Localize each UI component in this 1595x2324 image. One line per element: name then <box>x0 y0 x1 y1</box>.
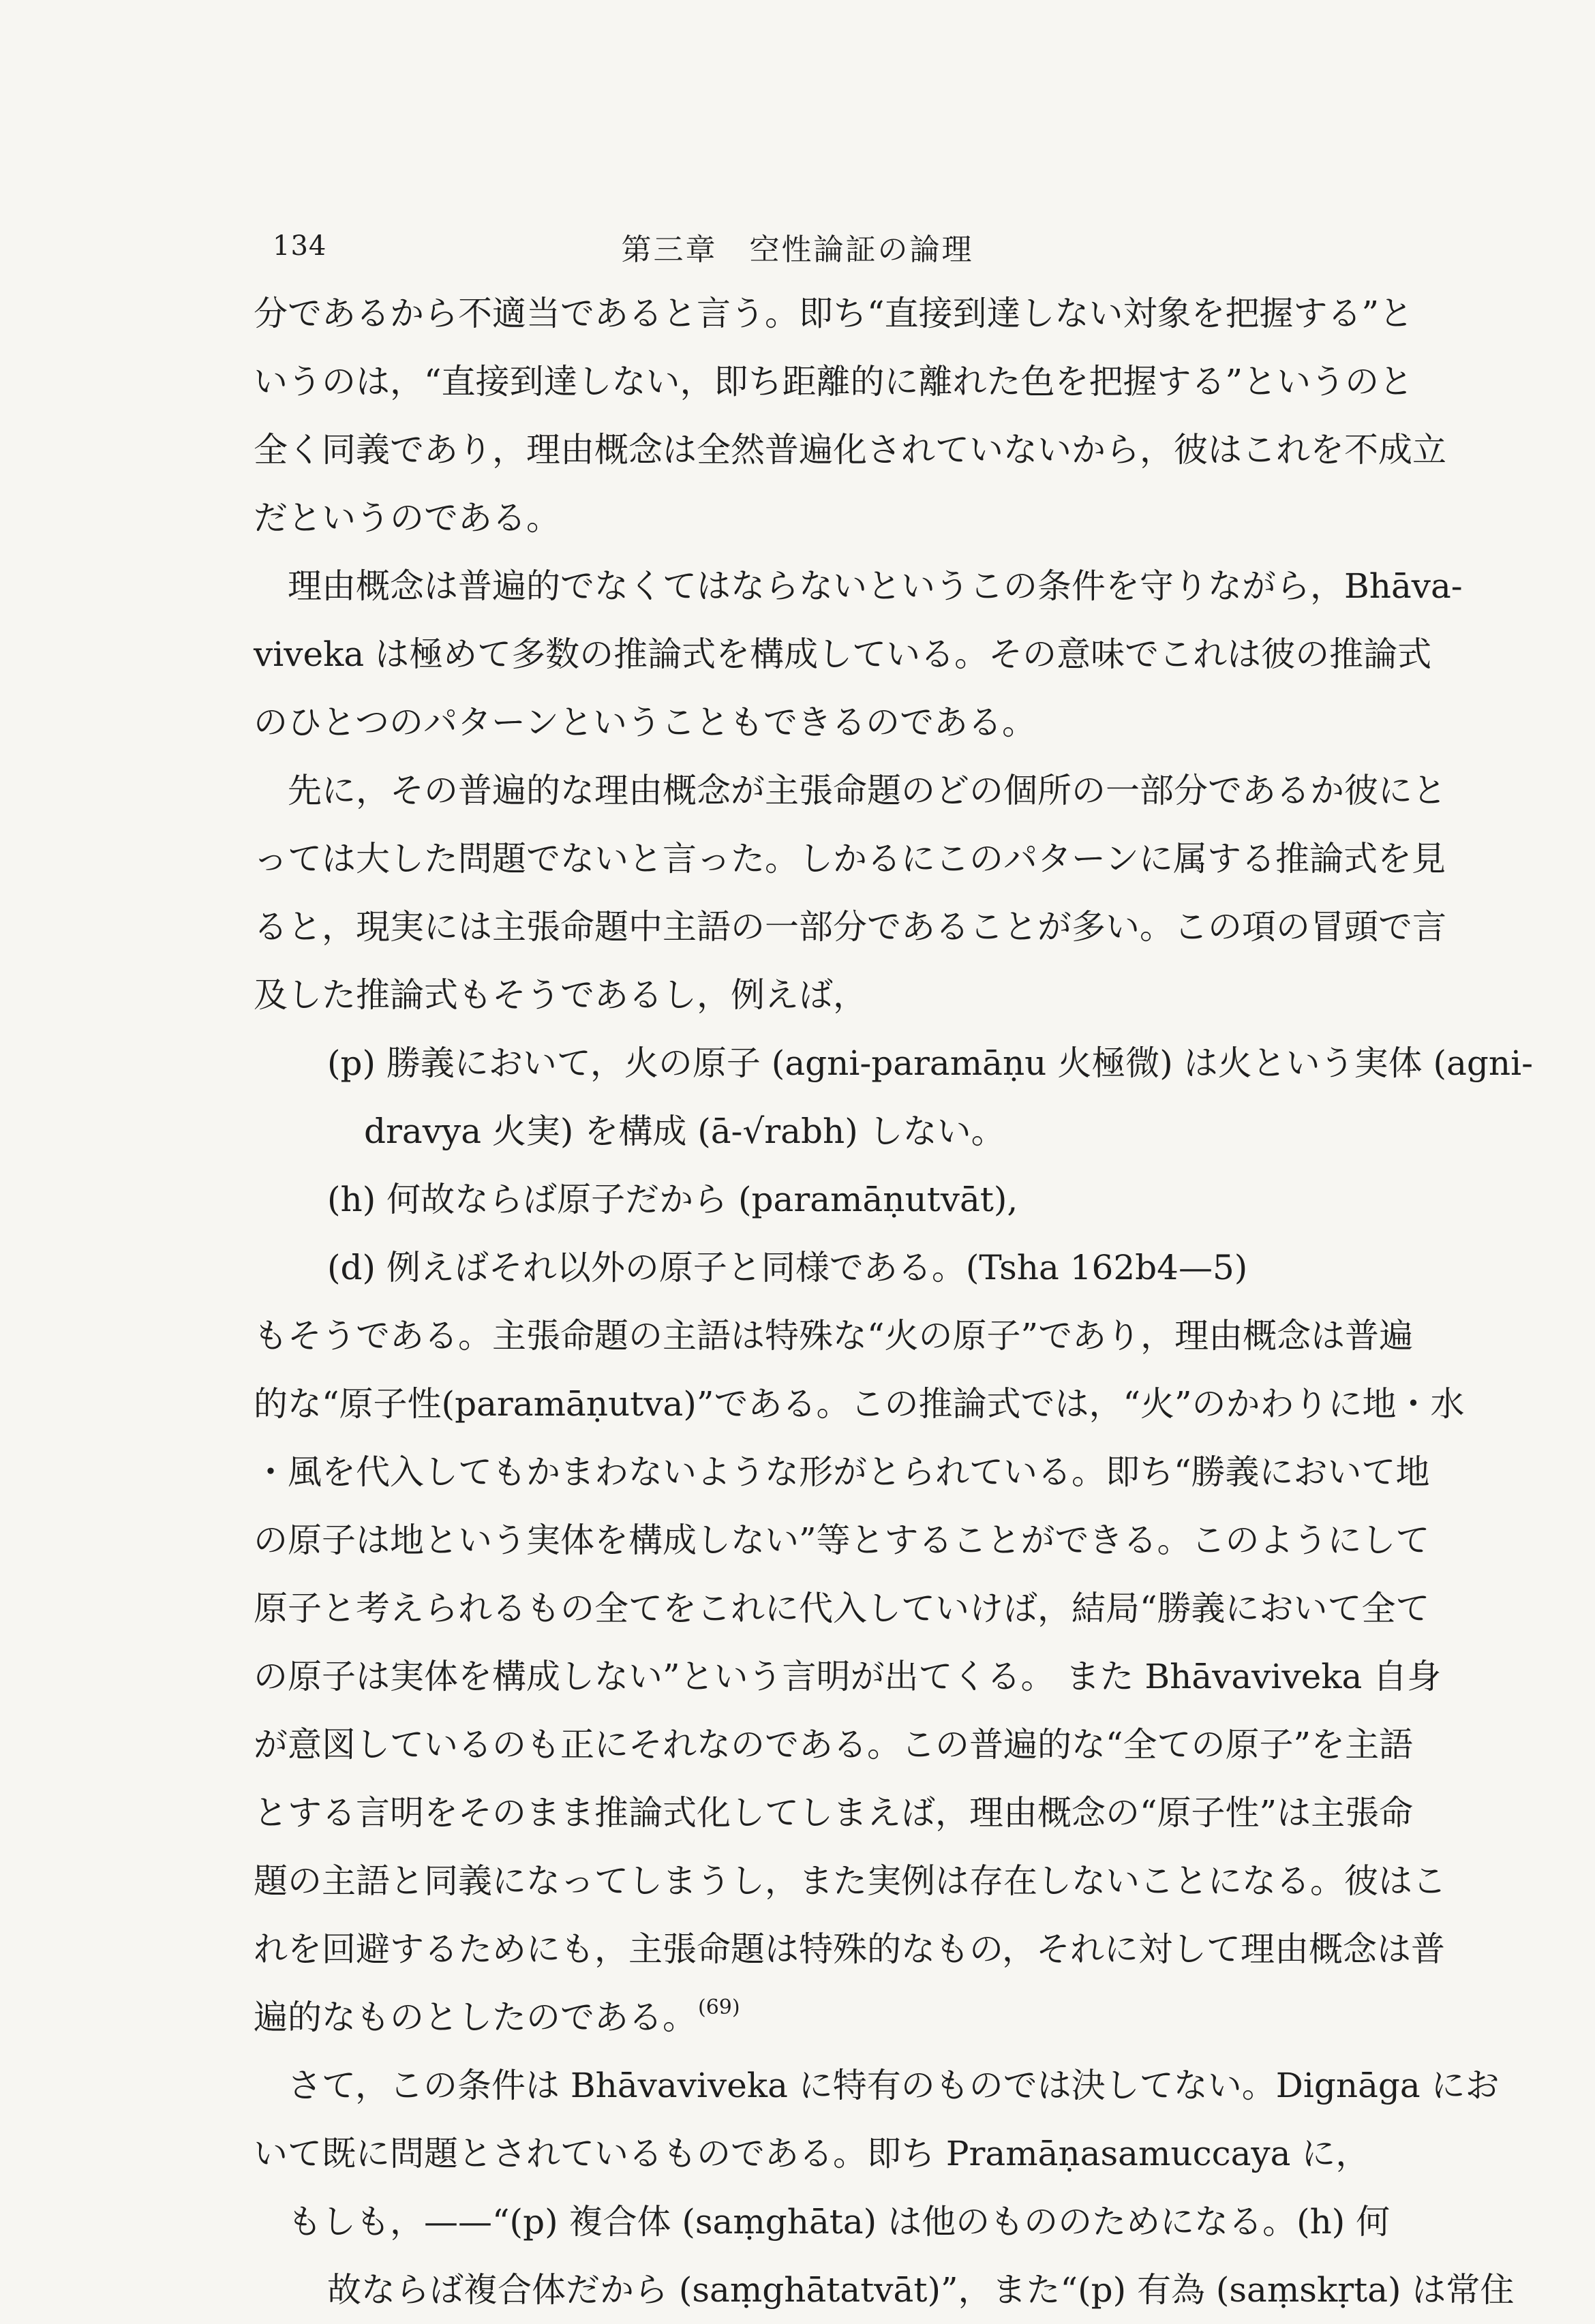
text-line: だというのである。 <box>254 498 560 538</box>
text-line: の原子は実体を構成しない”という言明が出てくる。 また Bhāvaviveka 自身 <box>254 1657 1442 1696</box>
text-line: viveka は極めて多数の推論式を構成している。その意味でこれは彼の推論式 <box>254 634 1432 674</box>
text-line: 全く同義であり，理由概念は全然普遍化されていないから，彼はこれを不成立 <box>254 430 1446 470</box>
running-head: 第三章 空性論証の論理 <box>621 232 974 267</box>
syllogism-line: dravya 火実) を構成 (ā-√rabh) しない。 <box>364 1112 1005 1151</box>
text-line: 的な“原子性(paramāṇutva)”である。この推論式では，“火”のかわりに地・水 <box>254 1384 1465 1424</box>
text-line: の原子は地という実体を構成しない”等とすることができる。このようにして <box>254 1520 1430 1560</box>
text-line: とする言明をそのまま推論式化してしまえば，理由概念の“原子性”は主張命 <box>254 1793 1414 1833</box>
text-line: ると，現実には主張命題中主語の一部分であることが多い。この項の冒頭で言 <box>254 907 1446 947</box>
text-line <box>254 1983 1440 2051</box>
text-line: 原子と考えられるもの全てをこれに代入していけば，結局“勝義において全て <box>254 1589 1430 1628</box>
text-line: 題の主語と同義になってしまうし，また実例は存在しないことになる。彼はこ <box>254 1861 1446 1901</box>
syllogism-line: (h) 何故ならば原子だから (paramāṇutvāt), <box>327 1180 1018 1219</box>
text-line: いうのは，“直接到達しない，即ち距離的に離れた色を把握する”というのと <box>254 362 1414 401</box>
text-line: れを回避するためにも，主張命題は特殊的なもの，それに対して理由概念は普 <box>254 1929 1445 1969</box>
text-line: ・風を代入してもかまわないような形がとられている。即ち“勝義において地 <box>254 1452 1430 1492</box>
text-line: もしも，——“(p) 複合体 (saṃghāta) は他のもののためになる。(h) 何 <box>288 2202 1391 2242</box>
text-line: さて，この条件は Bhāvaviveka に特有のものでは決してない。Dignāga にお <box>288 2066 1500 2105</box>
syllogism-line: (p) 勝義において，火の原子 (agni-paramāṇu 火極微) は火という実体 (agni- <box>327 1043 1533 1083</box>
text-line: 分であるから不適当であると言う。即ち“直接到達しない対象を把握する”と <box>254 294 1414 333</box>
text-line: のひとつのパターンということもできるのである。 <box>254 703 1036 742</box>
text-line-content: 遍的なものとしたのである。 <box>254 1998 697 2037</box>
text-line: 先に，その普遍的な理由概念が主張命題のどの個所の一部分であるか彼にと <box>288 771 1446 810</box>
text-line: もそうである。主張命題の主語は特殊な“火の原子”であり，理由概念は普遍 <box>254 1316 1414 1356</box>
page-number: 134 <box>273 230 327 262</box>
text-line: 及した推論式もそうであるし，例えば， <box>254 975 867 1015</box>
syllogism-line: (d) 例えばそれ以外の原子と同様である。(Tsha 162b4—5) <box>327 1248 1248 1287</box>
text-line: が意図しているのも正にそれなのである。この普遍的な“全ての原子”を主語 <box>254 1725 1414 1764</box>
text-line: 故ならば複合体だから (saṃghātatvāt)”，また“(p) 有為 (saṃskṛta) は常住 <box>327 2270 1515 2310</box>
text-line: 理由概念は普遍的でなくてはならないというこの条件を守りながら，Bhāva- <box>288 566 1463 606</box>
body-text <box>254 279 1533 2324</box>
footnote-number: (69) <box>698 1996 740 2019</box>
text-line: いて既に問題とされているものである。即ち Pramāṇasamuccaya に， <box>254 2134 1370 2173</box>
text-line: っては大した問題でないと言った。しかるにこのパターンに属する推論式を見 <box>254 839 1446 878</box>
